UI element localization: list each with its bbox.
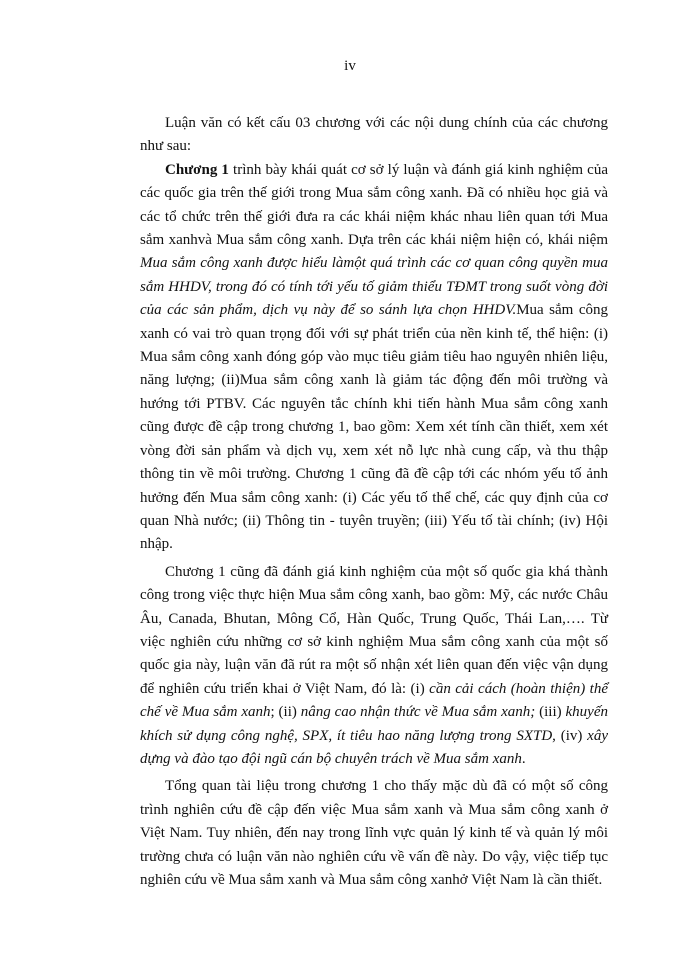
para2-text-e: . — [521, 750, 526, 767]
para2-text-d: , (iv) — [552, 727, 588, 744]
para2-text-c: (iii) — [535, 704, 566, 721]
lesson-1: cần cải cách (hoàn thiện) thể chế về Mua sắm xanh — [140, 680, 608, 721]
intro-paragraph: Luận văn có kết cấu 03 chương với các nội dung chính của các chương như sau: — [140, 115, 608, 155]
lesson-4: xây dựng và đào tạo đội ngũ cán bộ chuyên trách về Mua sắm xanh — [140, 727, 608, 767]
overview-paragraph: Tổng quan tài liệu trong chương 1 cho thấy mặc dù đã có một số công trình nghiên cứu đề cập đến việc Mua sắm xanh và Mua sắm công xanh ở Việt Nam. Tuy nhiên, đến nay trong lĩnh vực quản lý kinh tế và quản lý môi trường chưa có luận văn nào nghiên cứu về vấn đề này. Do vậy, việc tiếp tục nghiên cứu về Mua sắm xanh và Mua sắm công xanhở Việt Nam là cần thiết. — [140, 778, 608, 888]
chapter1-paragraph — [140, 159, 608, 557]
page-number: iv — [344, 58, 356, 74]
para2-text-b: ; (ii) — [270, 704, 301, 721]
para2-text-a: Chương 1 cũng đã đánh giá kinh nghiệm của một số quốc gia khá thành công trong việc thực hiện Mua sắm công xanh, bao gồm: Mỹ, các nước Châu Âu, Canada, Bhutan, Mông Cổ, Hàn Quốc, Trung Quốc, Thái Lan,…. Từ việc nghiên cứu những cơ sở kinh nghiệm Mua sắm công xanh của một số quốc gia này, luận văn đã rút ra một số nhận xét liên quan đến việc vận dụng để nghiên cứu triển khai ở Việt Nam, đó là: (i) — [140, 563, 608, 697]
para1-text-b: Mua sắm công xanh có vai trò quan trọng đối với sự phát triển của nền kinh tế, thể hiện: (i) Mua sắm công xanh đóng góp vào mục tiêu giảm tiêu hao nguyên nhiên liệu, năng lượng; (ii)Mua sắm công xanh là giảm tác động đến môi trường và hướng tới PTBV. Các nguyên tắc chính khi tiến hành Mua sắm công xanh cũng được đề cập trong chương 1, bao gồm: Xem xét tính cần thiết, xem xét vòng đời sản phẩm và dịch vụ, xem xét nỗ lực nhà cung cấp, và thu thập thông tin về môi trường. Chương 1 cũng đã đề cập tới các nhóm yếu tố ảnh hưởng đến Mua sắm công xanh: (i) Các yếu tố thể chế, các quy định của cơ quan Nhà nước; (ii) Thông tin - tuyên truyền; (iii) Yếu tố tài chính; (iv) Hội nhập. — [140, 302, 608, 553]
lesson-3: khuyến khích sử dụng công nghệ, SPX, ít tiêu hao năng lượng trong SXTD — [140, 704, 608, 744]
chapter-label: Chương 1 — [165, 161, 229, 178]
definition-italic: Mua sắm công xanh được hiểu làmột quá trình các cơ quan công quyền mua sắm HHDV, trong đó có tính tới yếu tố giảm thiểu TĐMT trong suốt vòng đời của các sản phẩm, dịch vụ này để so sánh lựa chọn HHDV. — [140, 255, 608, 319]
body-text — [140, 112, 608, 892]
experience-paragraph — [140, 561, 608, 772]
lesson-2: nâng cao nhận thức về Mua sắm xanh; — [300, 704, 536, 721]
para1-text-a: trình bày khái quát cơ sở lý luận và đánh giá kinh nghiệm của các quốc gia trên thế giới trong Mua sắm công xanh. Đã có nhiều học giả và các tổ chức trên thế giới đưa ra các khái niệm khác nhau liên quan tới Mua sắm xanhvà Mua sắm công xanh. Dựa trên các khái niệm hiện có, khái niệm — [140, 161, 609, 249]
